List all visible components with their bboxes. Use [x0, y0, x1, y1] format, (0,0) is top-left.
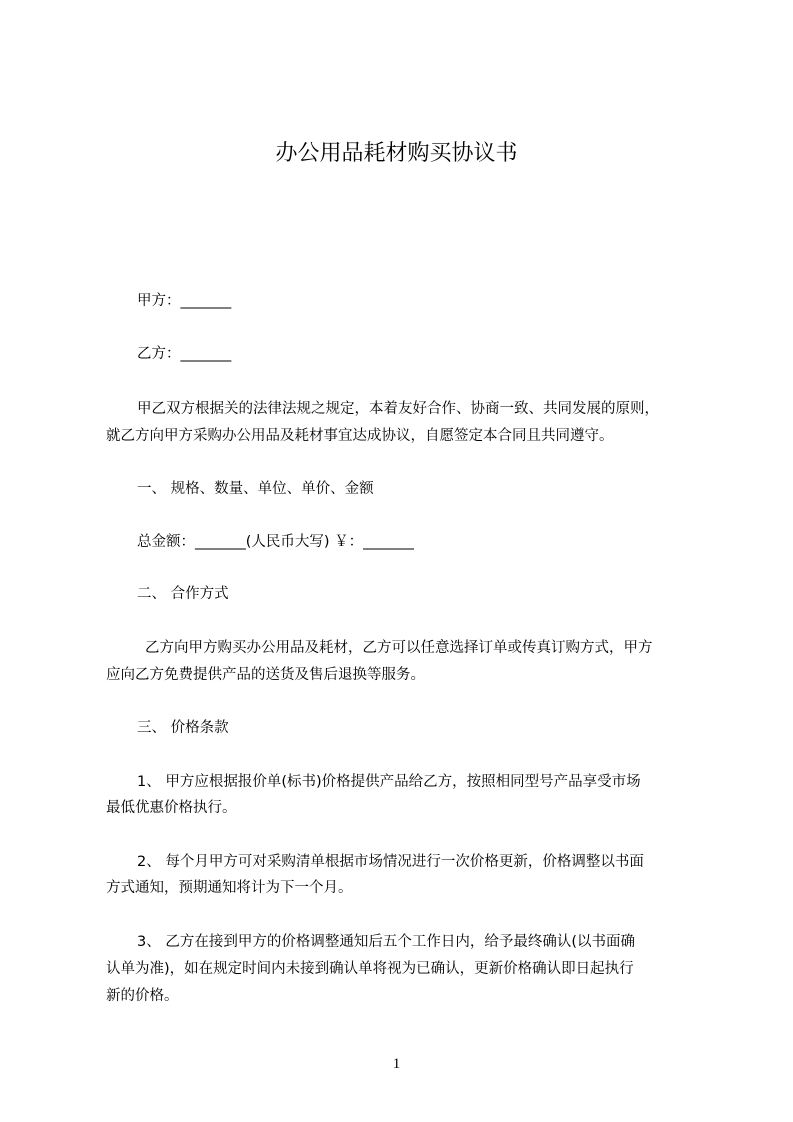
intro-line-2: 就乙方向甲方采购办公用品及耗材事宜达成协议，自愿签定本合同且共同遵守。	[106, 428, 614, 444]
intro-line-1: 甲乙双方根据关的法律法规之规定，本着友好合作、协商一致、共同发展的原则，	[137, 401, 659, 417]
section-2-body-line-1: 乙方向甲方购买办公用品及耗材，乙方可以任意选择订单或传真订购方式，甲方	[145, 640, 653, 656]
clause-2-line-1: 2、 每个月甲方可对采购清单根据市场情况进行一次价格更新，价格调整以书面	[137, 854, 644, 870]
clause-1-line-1: 1、 甲方应根据报价单(标书)价格提供产品给乙方，按照相同型号产品享受市场	[137, 774, 641, 790]
section-3-heading: 三、 价格条款	[137, 720, 229, 736]
page-number: 1	[392, 1056, 401, 1072]
clause-1-line-2: 最低优惠价格执行。	[106, 800, 237, 816]
clause-2-line-2: 方式通知，预期通知将计为下一个月。	[106, 880, 353, 896]
clause-3-line-3: 新的价格。	[106, 988, 179, 1004]
section-2-heading: 二、 合作方式	[137, 586, 229, 602]
clause-3-line-2: 认单为准)，如在规定时间内未接到确认单将视为已确认，更新价格确认即日起执行	[106, 961, 634, 977]
clause-3-line-1: 3、 乙方在接到甲方的价格调整通知后五个工作日内，给予最终确认(以书面确	[137, 934, 635, 950]
section-2-body-line-2: 应向乙方免费提供产品的送货及售后退换等服务。	[106, 667, 425, 683]
document-title: 办公用品耗材购买协议书	[275, 141, 518, 166]
party-a-line: 甲方：_______	[137, 293, 232, 309]
total-amount-line: 总金额：_______(人民币大写) ￥：_______	[137, 534, 414, 550]
section-1-heading: 一、 规格、数量、单位、单价、金额	[137, 481, 374, 497]
party-b-line: 乙方：_______	[137, 346, 232, 362]
